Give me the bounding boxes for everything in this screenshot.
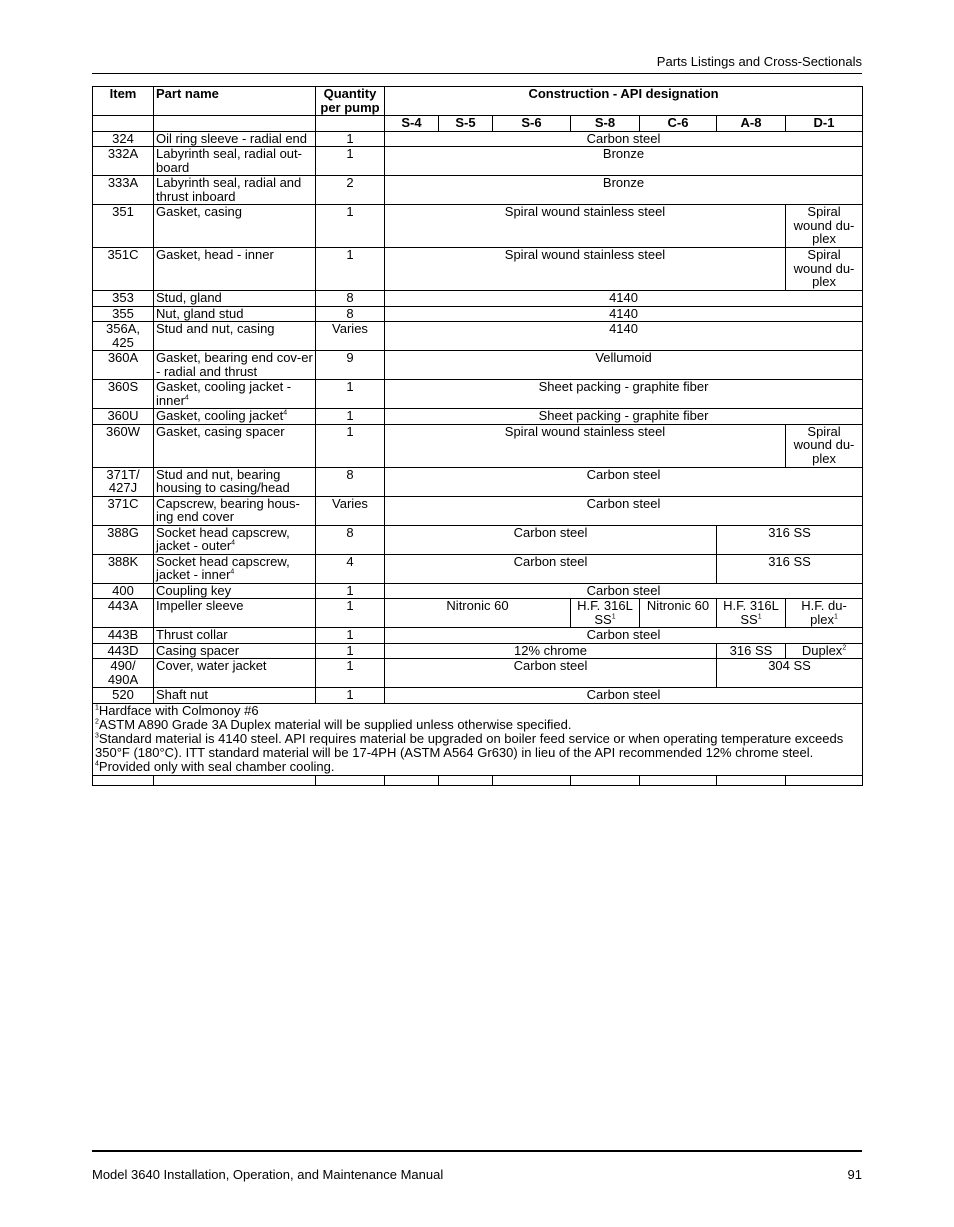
material-cell: Vellumoid	[385, 351, 863, 380]
item-cell: 371C	[93, 496, 154, 525]
table-row	[93, 205, 863, 248]
table-row	[93, 131, 863, 147]
material-d1-cell: Duplex$^2$	[786, 643, 863, 659]
footnote: $^1$Hardface with Colmonoy #6	[95, 702, 259, 718]
table-row	[93, 525, 863, 554]
footer-rule	[92, 1150, 862, 1152]
material-cell: Spiral wound stainless steel	[385, 205, 786, 248]
part-name-cell: Gasket, cooling jacket - inner$^4$	[154, 380, 316, 409]
part-name-cell: Socket head capscrew, jacket - outer$^4$	[154, 525, 316, 554]
part-name-cell: Gasket, cooling jacket$^4$	[154, 409, 316, 425]
quantity-cell: 8	[316, 467, 385, 496]
page-number: 91	[847, 1167, 862, 1182]
item-cell: 490/ 490A	[93, 659, 154, 688]
part-name-cell: Labyrinth seal, radial and thrust inboard	[154, 176, 316, 205]
table-tail	[93, 775, 863, 785]
item-cell: 324	[93, 131, 154, 147]
designation-s6: S-6	[493, 116, 571, 132]
table-row	[93, 599, 863, 628]
quantity-cell: 8	[316, 306, 385, 322]
quantity-cell: 1	[316, 205, 385, 248]
material-cell: Carbon steel	[385, 467, 863, 496]
material-alt-cell: 304 SS	[717, 659, 863, 688]
item-cell: 388G	[93, 525, 154, 554]
item-cell: 443D	[93, 643, 154, 659]
part-name-cell: Nut, gland stud	[154, 306, 316, 322]
designation-d1: D-1	[786, 116, 863, 132]
item-cell: 351C	[93, 248, 154, 291]
col-header-quantity: Quantity per pump	[316, 87, 385, 116]
table-row	[93, 380, 863, 409]
table-row	[93, 409, 863, 425]
footnote: $^2$ASTM A890 Grade 3A Duplex material will be supplied unless otherwise specified.	[95, 716, 572, 732]
item-cell: 332A	[93, 147, 154, 176]
material-cell: 12% chrome	[385, 643, 717, 659]
manual-title: Model 3640 Installation, Operation, and Maintenance Manual	[92, 1167, 444, 1182]
material-s-cell: Nitronic 60	[385, 599, 571, 628]
part-name-cell: Gasket, bearing end cov-er - radial and thrust	[154, 351, 316, 380]
table-row	[93, 496, 863, 525]
quantity-cell: 1	[316, 659, 385, 688]
item-cell: 353	[93, 291, 154, 307]
quantity-cell: 1	[316, 409, 385, 425]
item-cell: 360A	[93, 351, 154, 380]
table-row	[93, 351, 863, 380]
part-name-cell: Gasket, casing spacer	[154, 424, 316, 467]
item-cell: 520	[93, 688, 154, 704]
col-header-item: Item	[93, 87, 154, 116]
footnotes	[93, 703, 863, 775]
material-cell: Carbon steel	[385, 554, 717, 583]
material-alt-cell: 316 SS	[717, 525, 863, 554]
item-cell: 360U	[93, 409, 154, 425]
material-s8-cell: H.F. 316L $SS^1$	[571, 599, 640, 628]
col-header-part-name: Part name	[154, 87, 316, 116]
header-rule	[92, 73, 862, 74]
material-c6-cell: Nitronic 60	[640, 599, 717, 628]
part-name-cell: Socket head capscrew, jacket - inner$^4$	[154, 554, 316, 583]
item-cell: 360S	[93, 380, 154, 409]
material-cell: Bronze	[385, 147, 863, 176]
material-cell: Carbon steel	[385, 496, 863, 525]
quantity-cell: Varies	[316, 322, 385, 351]
quantity-cell: 1	[316, 380, 385, 409]
table-row	[93, 688, 863, 704]
footnote: $^4$Provided only with seal chamber cooling.	[95, 758, 335, 774]
material-alt-cell: 316 SS	[717, 554, 863, 583]
table-row	[93, 583, 863, 599]
material-d1-cell: Spiral wound du-plex	[786, 205, 863, 248]
table-row	[93, 554, 863, 583]
item-cell: 360W	[93, 424, 154, 467]
quantity-cell: 1	[316, 583, 385, 599]
material-cell: Spiral wound stainless steel	[385, 424, 786, 467]
material-cell: 4140	[385, 306, 863, 322]
designation-a8: A-8	[717, 116, 786, 132]
table-row	[93, 291, 863, 307]
part-name-cell: Impeller sleeve	[154, 599, 316, 628]
quantity-cell: 1	[316, 688, 385, 704]
material-cell: 4140	[385, 322, 863, 351]
parts-table	[92, 86, 863, 786]
designation-s5: S-5	[439, 116, 493, 132]
part-name-cell: Stud and nut, casing	[154, 322, 316, 351]
col-header-construction: Construction - API designation	[385, 87, 863, 116]
part-name-cell: Oil ring sleeve - radial end	[154, 131, 316, 147]
quantity-cell: 9	[316, 351, 385, 380]
part-name-cell: Gasket, casing	[154, 205, 316, 248]
designation-s4: S-4	[385, 116, 439, 132]
quantity-cell: Varies	[316, 496, 385, 525]
part-name-cell: Labyrinth seal, radial out-board	[154, 147, 316, 176]
material-d1-cell: Spiral wound du-plex	[786, 424, 863, 467]
material-d1-cell: H.F. du-plex$^1$	[786, 599, 863, 628]
item-cell: 443A	[93, 599, 154, 628]
part-name-cell: Thrust collar	[154, 628, 316, 644]
material-cell: 4140	[385, 291, 863, 307]
quantity-cell: 1	[316, 628, 385, 644]
item-cell: 356A, 425	[93, 322, 154, 351]
item-cell: 400	[93, 583, 154, 599]
designation-s8: S-8	[571, 116, 640, 132]
material-cell: Sheet packing - graphite fiber	[385, 409, 863, 425]
material-a8-cell: H.F. 316L $SS^1$	[717, 599, 786, 628]
material-cell: Bronze	[385, 176, 863, 205]
material-cell: Carbon steel	[385, 525, 717, 554]
table-row	[93, 424, 863, 467]
table-row	[93, 659, 863, 688]
part-name-cell: Stud, gland	[154, 291, 316, 307]
item-cell: 355	[93, 306, 154, 322]
table-row	[93, 176, 863, 205]
part-name-cell: Cover, water jacket	[154, 659, 316, 688]
material-cell: Carbon steel	[385, 583, 863, 599]
part-name-cell: Capscrew, bearing hous-ing end cover	[154, 496, 316, 525]
footnote: $^3$Standard material is 4140 steel. API requires material be upgraded on boiler feed service or when operating temperature exceeds 350°F (180°C). ITT standard material will be 17-4PH (ASTM A564 Gr630) in lieu of the API recommended 12% chrome steel.	[95, 730, 844, 760]
part-name-cell: Stud and nut, bearing housing to casing/head	[154, 467, 316, 496]
material-cell: Carbon steel	[385, 628, 863, 644]
quantity-cell: 1	[316, 248, 385, 291]
quantity-cell: 8	[316, 525, 385, 554]
table-row	[93, 467, 863, 496]
item-cell: 351	[93, 205, 154, 248]
table-row	[93, 628, 863, 644]
quantity-cell: 8	[316, 291, 385, 307]
material-cell: Carbon steel	[385, 688, 863, 704]
part-name-cell: Coupling key	[154, 583, 316, 599]
item-cell: 443B	[93, 628, 154, 644]
material-cell: Carbon steel	[385, 659, 717, 688]
part-name-cell: Gasket, head - inner	[154, 248, 316, 291]
material-cell: Carbon steel	[385, 131, 863, 147]
part-name-cell: Shaft nut	[154, 688, 316, 704]
quantity-cell: 1	[316, 131, 385, 147]
item-cell: 333A	[93, 176, 154, 205]
quantity-cell: 1	[316, 643, 385, 659]
running-header: Parts Listings and Cross-Sectionals	[656, 54, 862, 69]
item-cell: 388K	[93, 554, 154, 583]
table-row	[93, 322, 863, 351]
table-row	[93, 643, 863, 659]
material-a8-cell: 316 SS	[717, 643, 786, 659]
designation-c6: C-6	[640, 116, 717, 132]
item-cell: 371T/ 427J	[93, 467, 154, 496]
footnotes-row	[93, 703, 863, 775]
material-cell: Spiral wound stainless steel	[385, 248, 786, 291]
material-cell: Sheet packing - graphite fiber	[385, 380, 863, 409]
table-row	[93, 248, 863, 291]
quantity-cell: 2	[316, 176, 385, 205]
quantity-cell: 4	[316, 554, 385, 583]
quantity-cell: 1	[316, 147, 385, 176]
material-d1-cell: Spiral wound du-plex	[786, 248, 863, 291]
quantity-cell: 1	[316, 599, 385, 628]
table-row	[93, 147, 863, 176]
part-name-cell: Casing spacer	[154, 643, 316, 659]
table-row	[93, 306, 863, 322]
quantity-cell: 1	[316, 424, 385, 467]
